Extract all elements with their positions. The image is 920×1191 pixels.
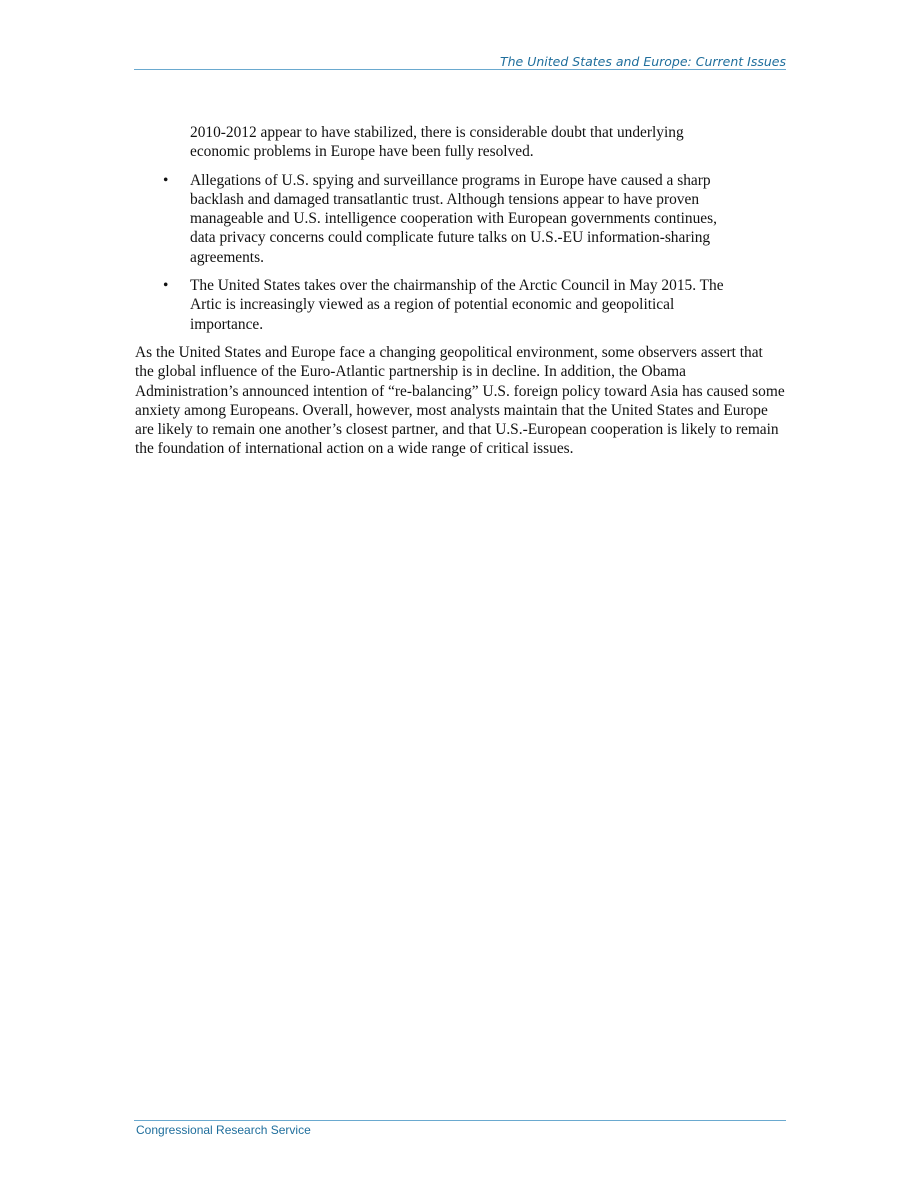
continuation-text: 2010-2012 appear to have stabilized, there is considerable doubt that underlying economic problems in Europe have been fully resolved. (190, 124, 684, 161)
body-paragraph: As the United States and Europe face a changing geopolitical environment, some observers assert that the global influence of the Euro-Atlantic partnership is in decline. In addition, the Obama Administration’s announced intention of “re-balancing” U.S. foreign policy toward Asia has caused some anxiety among Europeans. Overall, however, most analysts maintain that the United States and Europe are likely to remain one another’s closest partner, and that U.S.-European cooperation is likely to remain the foundation of international action on a wide range of critical issues. (135, 343, 785, 458)
footer-organization: Congressional Research Service (136, 1123, 311, 1137)
bullet-icon: • (163, 171, 169, 189)
footer-rule (134, 1120, 786, 1121)
bullet-item (163, 171, 735, 267)
bullet-text: The United States takes over the chairmanship of the Arctic Council in May 2015. The Artic is increasingly viewed as a region of potential economic and geopolitical importance. (190, 277, 724, 333)
bullet-item (163, 276, 735, 334)
bullet-icon: • (163, 277, 169, 295)
header-rule (134, 69, 786, 70)
bullet-list (135, 171, 787, 334)
running-header-title: The United States and Europe: Current Issues (500, 54, 786, 69)
bullet-text: Allegations of U.S. spying and surveillance programs in Europe have caused a sharp backlash and damaged transatlantic trust. Although tensions appear to have proven manageable and U.S. intelligence cooperation with European governments continues, data privacy concerns could complicate future talks on U.S.-EU information-sharing agreements. (190, 171, 717, 266)
document-body (135, 123, 787, 459)
